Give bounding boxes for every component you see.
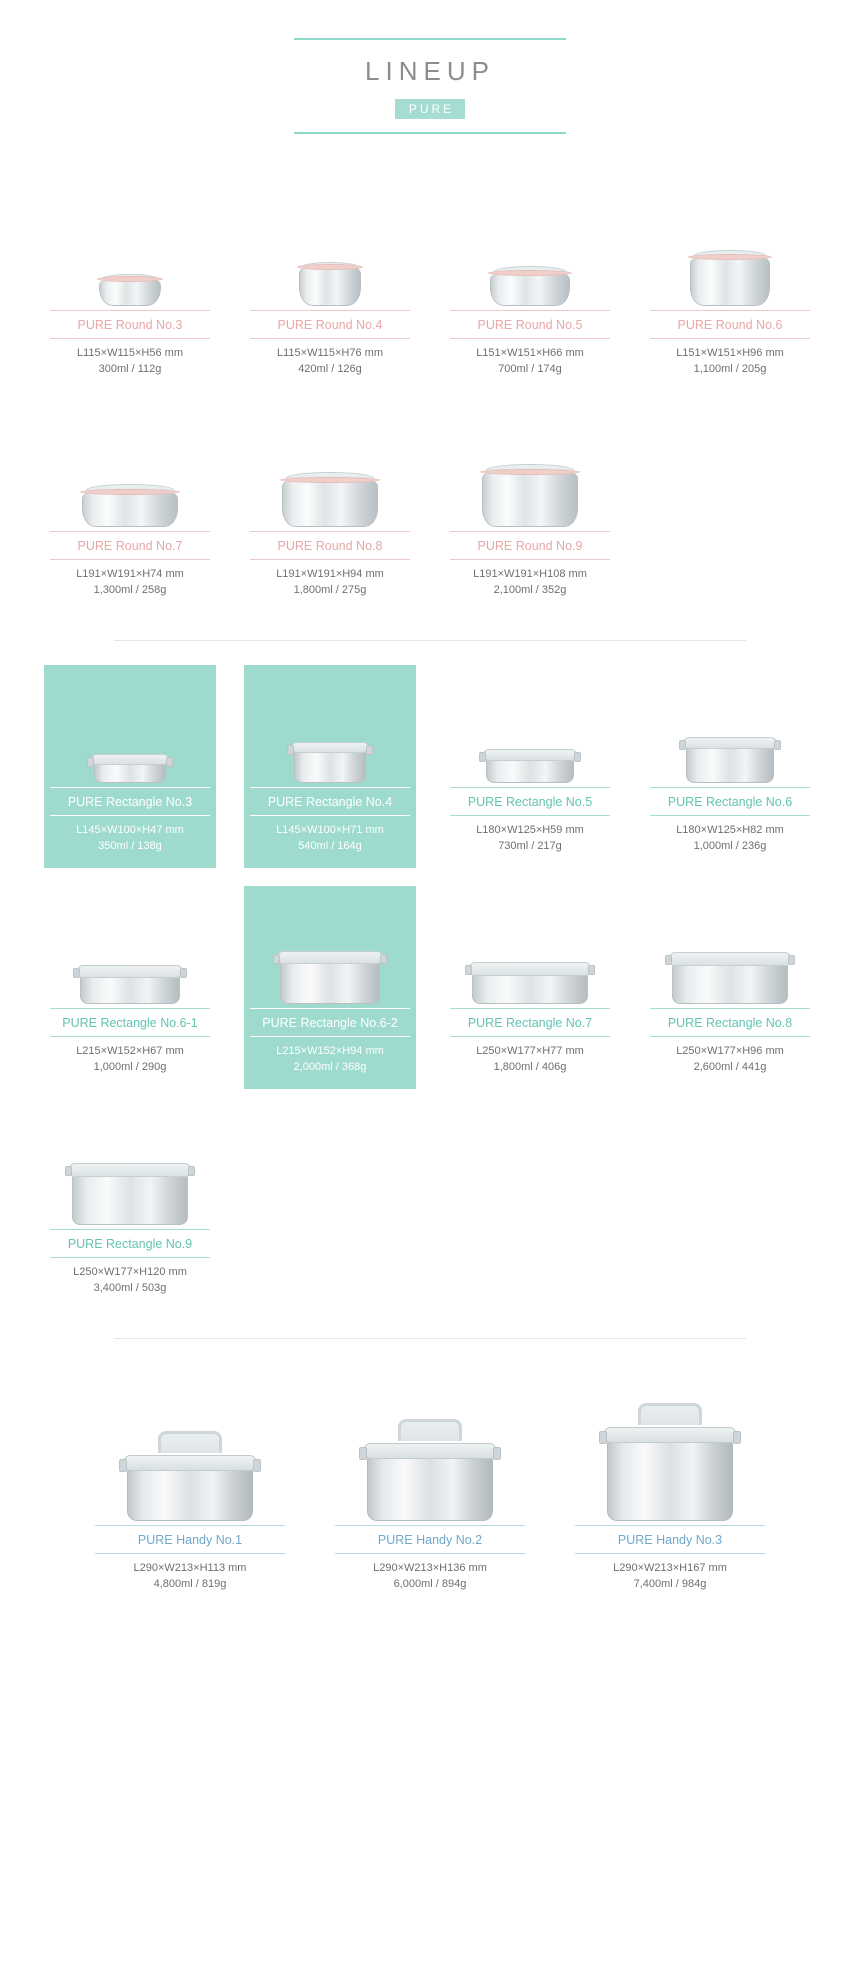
product-image	[250, 898, 410, 1008]
product-image	[50, 898, 210, 1008]
product-spec	[50, 339, 210, 385]
lid-clip-left	[273, 954, 280, 964]
product-dimensions: L115×W115×H76 mm	[277, 347, 383, 359]
product-name: PURE Round No.6	[650, 310, 810, 339]
product-name: PURE Round No.4	[250, 310, 410, 339]
handy-container-illustration	[604, 1403, 736, 1521]
container-lid	[483, 749, 577, 761]
product-spec	[250, 560, 410, 606]
lid-clip-left	[287, 745, 294, 755]
rectangle-container-illustration	[483, 749, 577, 783]
product-capacity: 300ml / 112g	[98, 363, 162, 375]
product-image	[450, 677, 610, 787]
product-name: PURE Handy No.2	[335, 1525, 525, 1554]
container-body	[690, 258, 770, 306]
product-name: PURE Rectangle No.3	[50, 787, 210, 816]
page-subtitle-badge: PURE	[395, 99, 465, 119]
product-card[interactable]	[95, 1369, 285, 1600]
header-rule-top	[294, 38, 566, 40]
product-dimensions: L180×W125×H59 mm	[476, 824, 584, 836]
product-spec	[335, 1554, 525, 1600]
lid-clip-left	[119, 1459, 127, 1472]
container-lid	[91, 754, 169, 765]
product-dimensions: L250×W177×H120 mm	[73, 1266, 187, 1278]
product-capacity: 420ml / 126g	[298, 363, 362, 375]
product-spec	[450, 1037, 610, 1083]
product-card[interactable]	[50, 1113, 210, 1304]
product-image	[650, 898, 810, 1008]
rectangle-container-illustration	[69, 1163, 191, 1225]
lid-clip-right	[774, 740, 781, 750]
container-body	[99, 280, 161, 306]
product-capacity: 1,100ml / 205g	[693, 363, 767, 375]
product-dimensions: L215×W152×H67 mm	[76, 1045, 184, 1057]
lid-clip-right	[588, 965, 595, 975]
lid-clip-left	[65, 1166, 72, 1176]
product-row	[0, 1369, 860, 1600]
round-container-illustration	[299, 262, 361, 306]
container-body	[294, 751, 366, 783]
product-spec	[50, 1258, 210, 1304]
product-name: PURE Rectangle No.6-1	[50, 1008, 210, 1037]
product-image	[575, 1375, 765, 1525]
product-spec	[650, 339, 810, 385]
product-capacity: 540ml / 164g	[298, 840, 362, 852]
product-card[interactable]	[50, 892, 210, 1083]
product-capacity: 7,400ml / 984g	[633, 1578, 707, 1590]
product-image	[250, 677, 410, 787]
bottom-spacer	[0, 1600, 860, 1660]
product-row	[0, 194, 860, 385]
product-dimensions: L145×W100×H47 mm	[76, 824, 184, 836]
product-name: PURE Rectangle No.6	[650, 787, 810, 816]
product-image	[450, 421, 610, 531]
round-container-illustration	[82, 484, 178, 527]
product-dimensions: L180×W125×H82 mm	[676, 824, 784, 836]
carry-handle	[158, 1431, 222, 1453]
product-image	[250, 200, 410, 310]
container-body	[80, 976, 180, 1004]
product-spec	[450, 560, 610, 606]
product-spec	[450, 339, 610, 385]
lid-clip-left	[679, 740, 686, 750]
container-body	[94, 763, 166, 783]
lid-clip-left	[465, 965, 472, 975]
rectangle-container-illustration	[291, 742, 369, 783]
container-lid	[77, 965, 183, 978]
lid-clip-right	[253, 1459, 261, 1472]
carry-handle	[398, 1419, 462, 1441]
container-lid	[683, 737, 777, 749]
product-name: PURE Round No.8	[250, 531, 410, 560]
product-spec	[50, 1037, 210, 1083]
product-spec	[50, 560, 210, 606]
rectangle-container-illustration	[77, 965, 183, 1004]
product-capacity: 1,300ml / 258g	[93, 584, 167, 596]
handy-container-illustration	[364, 1419, 496, 1521]
product-name: PURE Rectangle No.4	[250, 787, 410, 816]
product-capacity: 6,000ml / 894g	[393, 1578, 467, 1590]
product-dimensions: L191×W191×H74 mm	[76, 568, 184, 580]
product-card[interactable]	[575, 1369, 765, 1600]
container-body	[482, 473, 578, 527]
product-image	[50, 1119, 210, 1229]
container-gasket	[480, 469, 580, 475]
lid-clip-left	[665, 955, 672, 965]
container-lid	[469, 962, 591, 976]
section-divider	[114, 640, 746, 641]
product-card[interactable]	[450, 194, 610, 385]
product-dimensions: L145×W100×H71 mm	[276, 824, 384, 836]
container-body	[299, 268, 361, 306]
product-name: PURE Round No.9	[450, 531, 610, 560]
product-row	[0, 671, 860, 862]
product-card[interactable]	[50, 194, 210, 385]
product-card[interactable]	[250, 194, 410, 385]
container-body	[367, 1457, 493, 1521]
product-dimensions: L191×W191×H94 mm	[276, 568, 384, 580]
product-row	[0, 415, 860, 606]
page-header	[0, 0, 860, 134]
product-dimensions: L290×W213×H113 mm	[133, 1562, 247, 1574]
product-image	[250, 421, 410, 531]
rectangle-container-illustration	[669, 952, 791, 1004]
product-spec	[250, 1037, 410, 1083]
rectangle-container-illustration	[91, 754, 169, 783]
product-dimensions: L250×W177×H96 mm	[676, 1045, 784, 1057]
container-lid	[69, 1163, 191, 1177]
product-card[interactable]	[650, 892, 810, 1083]
container-gasket	[297, 264, 363, 270]
product-name: PURE Rectangle No.6-2	[250, 1008, 410, 1037]
product-capacity: 2,600ml / 441g	[693, 1061, 767, 1073]
product-spec	[250, 816, 410, 862]
product-name: PURE Rectangle No.7	[450, 1008, 610, 1037]
container-lid	[291, 742, 369, 753]
lid-clip-right	[574, 752, 581, 762]
round-container-illustration	[482, 464, 578, 527]
lid-clip-left	[87, 757, 94, 767]
product-image	[50, 421, 210, 531]
lid-clip-right	[366, 745, 373, 755]
product-dimensions: L115×W115×H56 mm	[77, 347, 183, 359]
container-body	[672, 964, 788, 1004]
product-row	[0, 1113, 860, 1304]
product-image	[450, 898, 610, 1008]
container-body	[127, 1469, 253, 1521]
container-gasket	[688, 254, 772, 260]
container-body	[282, 481, 378, 527]
container-body	[686, 747, 774, 783]
product-capacity: 2,100ml / 352g	[493, 584, 567, 596]
lid-clip-right	[188, 1166, 195, 1176]
product-card[interactable]	[335, 1369, 525, 1600]
product-spec	[650, 1037, 810, 1083]
product-image	[50, 200, 210, 310]
container-gasket	[280, 477, 380, 483]
section-divider	[114, 1338, 746, 1339]
product-row	[0, 892, 860, 1083]
product-card[interactable]	[50, 415, 210, 606]
product-card[interactable]	[650, 671, 810, 862]
container-lid	[277, 951, 383, 964]
container-lid	[604, 1427, 736, 1443]
product-dimensions: L290×W213×H167 mm	[613, 1562, 727, 1574]
handy-container-illustration	[124, 1431, 256, 1521]
header-rule-bottom	[294, 132, 566, 134]
product-capacity: 700ml / 174g	[498, 363, 562, 375]
product-image	[450, 200, 610, 310]
lid-clip-right	[493, 1447, 501, 1460]
rectangle-container-illustration	[469, 962, 591, 1004]
product-card[interactable]	[650, 194, 810, 385]
product-spec	[250, 339, 410, 385]
round-container-illustration	[99, 274, 161, 306]
lineup-sections	[0, 194, 860, 1600]
container-body	[472, 974, 588, 1004]
product-image	[50, 677, 210, 787]
product-dimensions: L250×W177×H77 mm	[476, 1045, 584, 1057]
round-container-illustration	[690, 250, 770, 306]
product-dimensions: L290×W213×H136 mm	[373, 1562, 487, 1574]
section-round	[0, 194, 860, 606]
product-name: PURE Round No.5	[450, 310, 610, 339]
lid-clip-right	[180, 968, 187, 978]
product-spec	[575, 1554, 765, 1600]
product-capacity: 1,000ml / 290g	[93, 1061, 167, 1073]
product-name: PURE Round No.3	[50, 310, 210, 339]
product-capacity: 3,400ml / 503g	[93, 1282, 167, 1294]
product-name: PURE Handy No.1	[95, 1525, 285, 1554]
product-capacity: 1,000ml / 236g	[693, 840, 767, 852]
product-name: PURE Rectangle No.9	[50, 1229, 210, 1258]
product-name: PURE Rectangle No.5	[450, 787, 610, 816]
product-name: PURE Rectangle No.8	[650, 1008, 810, 1037]
container-body	[280, 962, 380, 1004]
product-dimensions: L151×W151×H96 mm	[676, 347, 784, 359]
lid-clip-right	[788, 955, 795, 965]
lid-clip-left	[73, 968, 80, 978]
container-body	[486, 759, 574, 783]
product-spec	[450, 816, 610, 862]
product-image	[95, 1375, 285, 1525]
lid-clip-left	[359, 1447, 367, 1460]
rectangle-container-illustration	[277, 951, 383, 1004]
product-spec	[95, 1554, 285, 1600]
product-card[interactable]	[450, 671, 610, 862]
container-lid	[124, 1455, 256, 1471]
container-body	[607, 1441, 733, 1521]
product-capacity: 2,000ml / 368g	[293, 1061, 367, 1073]
product-name: PURE Handy No.3	[575, 1525, 765, 1554]
lid-clip-left	[479, 752, 486, 762]
container-lid	[669, 952, 791, 966]
product-capacity: 4,800ml / 819g	[153, 1578, 227, 1590]
lid-clip-right	[166, 757, 173, 767]
product-card[interactable]	[450, 892, 610, 1083]
product-spec	[650, 816, 810, 862]
product-dimensions: L215×W152×H94 mm	[276, 1045, 384, 1057]
product-dimensions: L191×W191×H108 mm	[473, 568, 587, 580]
product-card[interactable]	[50, 671, 210, 862]
container-gasket	[80, 489, 180, 495]
product-card[interactable]	[450, 415, 610, 606]
product-capacity: 1,800ml / 406g	[493, 1061, 567, 1073]
product-image	[335, 1375, 525, 1525]
product-image	[650, 200, 810, 310]
carry-handle	[638, 1403, 702, 1425]
product-image	[650, 677, 810, 787]
container-gasket	[488, 270, 572, 276]
product-name: PURE Round No.7	[50, 531, 210, 560]
container-lid	[364, 1443, 496, 1459]
product-dimensions: L151×W151×H66 mm	[476, 347, 584, 359]
product-capacity: 1,800ml / 275g	[293, 584, 367, 596]
round-container-illustration	[282, 472, 378, 527]
container-body	[72, 1175, 188, 1225]
product-spec	[50, 816, 210, 862]
lid-clip-left	[599, 1431, 607, 1444]
product-card[interactable]	[250, 892, 410, 1083]
page-title: LINEUP	[365, 56, 495, 86]
container-body	[490, 274, 570, 306]
section-handy	[0, 1369, 860, 1600]
container-gasket	[97, 276, 163, 282]
rectangle-container-illustration	[683, 737, 777, 783]
container-body	[82, 493, 178, 527]
product-card[interactable]	[250, 415, 410, 606]
round-container-illustration	[490, 266, 570, 306]
product-capacity: 350ml / 138g	[98, 840, 162, 852]
product-card[interactable]	[250, 671, 410, 862]
section-rectangle	[0, 671, 860, 1304]
lid-clip-right	[733, 1431, 741, 1444]
product-capacity: 730ml / 217g	[498, 840, 562, 852]
lid-clip-right	[380, 954, 387, 964]
